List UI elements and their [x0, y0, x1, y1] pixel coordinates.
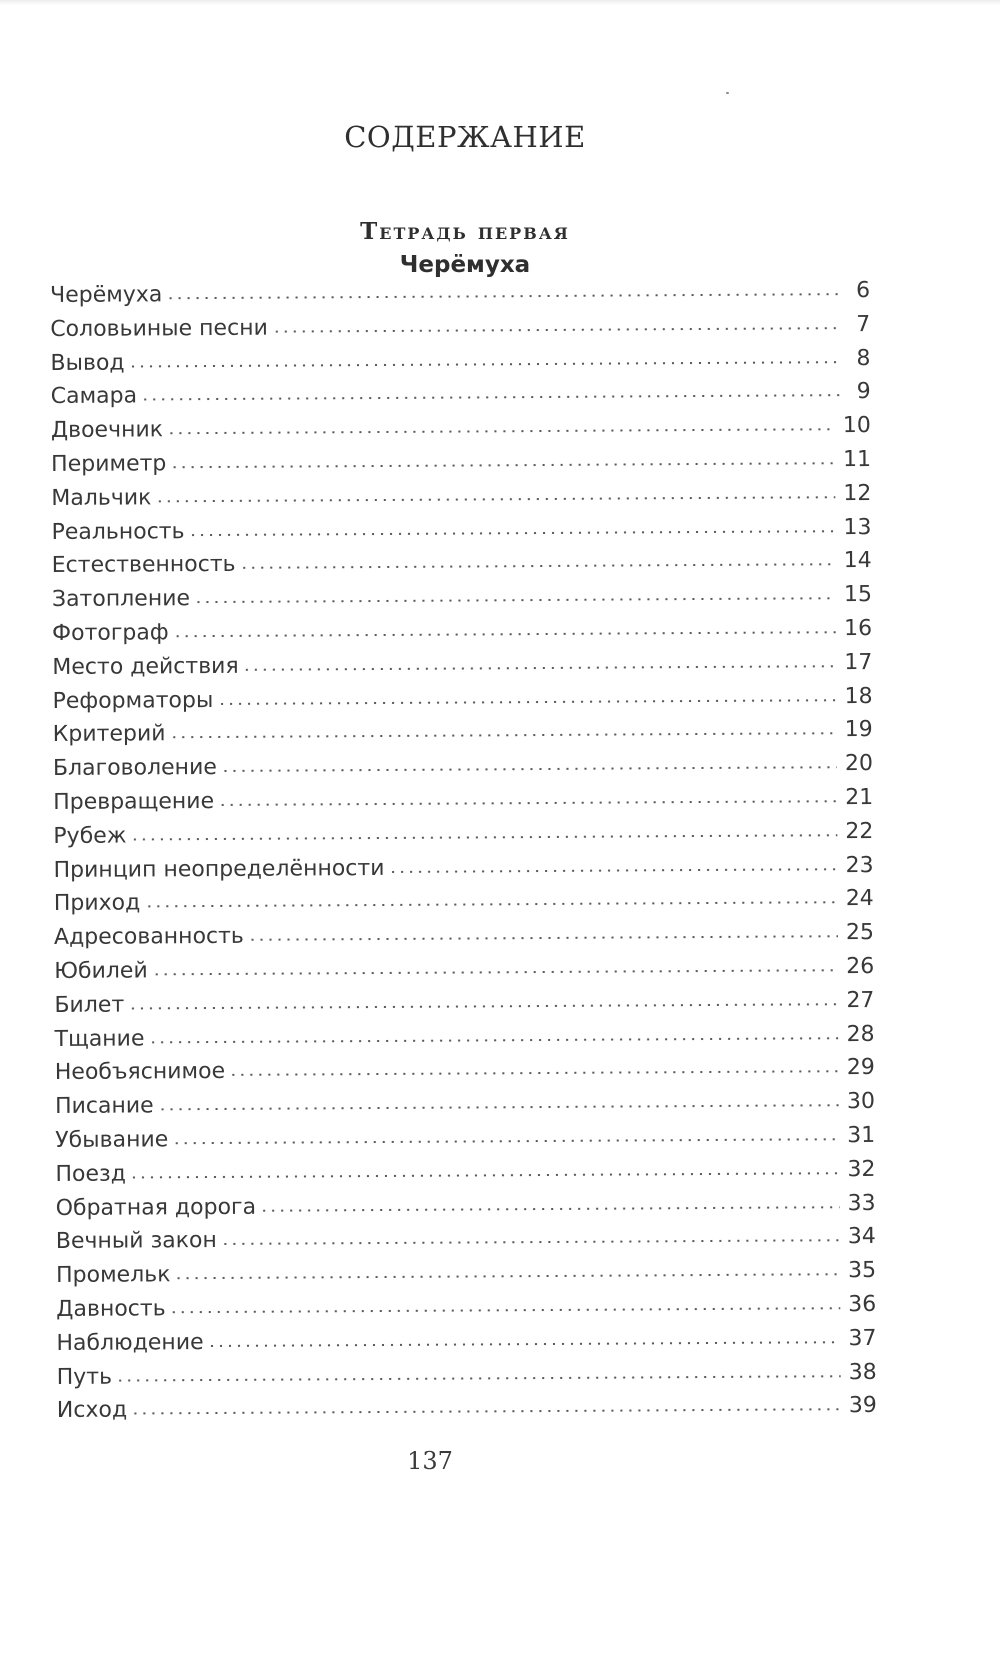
- toc-entry-page: 8: [856, 345, 871, 371]
- toc-entry-title: Естественность: [51, 552, 236, 579]
- toc-entry-page: 6: [855, 277, 871, 304]
- toc-entry: [56, 1326, 876, 1365]
- toc-entry: [55, 1055, 875, 1094]
- toc-entry-page: 24: [845, 886, 874, 912]
- toc-entry-page: 18: [844, 683, 873, 709]
- toc-entry-title: Реформаторы: [52, 687, 214, 714]
- toc-entry-page: 38: [848, 1359, 877, 1385]
- toc-entry-title: Рубеж: [53, 823, 127, 849]
- dot-leader: [218, 800, 837, 806]
- dot-leader: [141, 395, 841, 401]
- toc-entry-page: 21: [845, 784, 874, 811]
- dot-leader: [166, 293, 840, 299]
- toc-entry-page: 33: [847, 1190, 876, 1216]
- toc-entry-page: 10: [842, 413, 871, 439]
- toc-entry: [52, 650, 872, 689]
- dot-leader: [172, 1138, 839, 1144]
- toc-entry-page: 16: [844, 615, 873, 642]
- dot-leader: [208, 1341, 841, 1347]
- toc-entry-page: 27: [846, 987, 875, 1013]
- toc-entry: [54, 988, 874, 1027]
- dot-leader: [116, 1375, 841, 1381]
- dot-leader: [248, 935, 838, 941]
- toc-entry: [51, 447, 871, 486]
- toc-entry-title: Фотограф: [52, 620, 169, 646]
- toc-entry: [52, 616, 872, 655]
- toc-entry: [52, 684, 872, 723]
- toc-entry: [57, 1393, 877, 1432]
- toc-entry: [54, 920, 874, 959]
- toc-entry: [51, 413, 871, 452]
- toc-entry: [55, 1123, 875, 1162]
- toc-entry: [50, 346, 870, 385]
- dot-leader: [144, 902, 837, 908]
- toc-entry: [56, 1224, 876, 1263]
- section-subheading: Черёмуха: [399, 252, 531, 278]
- toc-entry: [56, 1190, 876, 1229]
- toc-entry-title: Наблюдение: [56, 1329, 204, 1356]
- toc-entry-title: Критерий: [52, 721, 166, 748]
- toc-entry-page: 9: [856, 379, 871, 405]
- toc-entry-page: 14: [843, 548, 872, 574]
- dot-leader: [194, 597, 836, 603]
- toc-entry-page: 23: [845, 852, 874, 878]
- dot-leader: [170, 1307, 841, 1313]
- page-title: СОДЕРЖАНИЕ: [344, 120, 586, 154]
- dot-leader: [240, 564, 836, 570]
- toc-entry-title: Черёмуха: [50, 282, 163, 308]
- toc-entry-page: 17: [844, 649, 873, 675]
- dot-leader: [272, 327, 840, 332]
- toc-entry-title: Вечный закон: [55, 1228, 217, 1255]
- toc-entry: [55, 1022, 875, 1061]
- toc-entry: [51, 379, 871, 418]
- toc-entry-title: Реальность: [51, 518, 185, 545]
- toc-entry-page: 32: [847, 1156, 876, 1182]
- dot-leader: [158, 1104, 839, 1110]
- toc-entry-title: Необъяснимое: [54, 1059, 226, 1086]
- toc-entry-title: Исход: [56, 1397, 128, 1424]
- toc-entry-page: 35: [847, 1258, 877, 1284]
- toc-entry-title: Вывод: [50, 350, 125, 376]
- toc-entry: [52, 582, 872, 621]
- page-number: 137: [407, 1447, 453, 1475]
- toc-entry-page: 13: [843, 514, 872, 540]
- toc-entry: [51, 481, 871, 520]
- toc-entry-title: Самара: [50, 383, 138, 410]
- toc-entry-page: 26: [846, 953, 875, 980]
- paper-speck: [726, 92, 729, 94]
- toc-entry-title: Затопление: [51, 586, 191, 613]
- toc-entry-title: Убывание: [55, 1127, 169, 1153]
- toc-entry-title: Периметр: [51, 451, 167, 477]
- toc-entry-title: Юбилей: [54, 958, 148, 984]
- toc-entry-title: Превращение: [53, 788, 215, 815]
- toc-entry-page: 11: [843, 446, 872, 473]
- toc-entry-page: 36: [848, 1291, 877, 1318]
- toc-entry-title: Благоволение: [52, 755, 217, 782]
- toc-entry-title: Место действия: [52, 653, 239, 680]
- toc-entry: [55, 1089, 875, 1128]
- dot-leader: [167, 428, 835, 434]
- toc-entry: [54, 954, 874, 993]
- dot-leader: [260, 1206, 840, 1212]
- dot-leader: [217, 699, 836, 705]
- dot-leader: [189, 530, 836, 536]
- dot-leader: [148, 1037, 838, 1043]
- toc-entry: [55, 1157, 875, 1196]
- toc-entry-title: Адресованность: [53, 923, 244, 951]
- toc-entry-title: Писание: [54, 1093, 154, 1120]
- dot-leader: [243, 665, 837, 671]
- toc-entry-page: 22: [845, 818, 874, 844]
- toc-entry: [57, 1359, 877, 1398]
- dot-leader: [221, 766, 837, 772]
- toc-entry: [51, 515, 871, 554]
- toc-entry: [54, 886, 874, 925]
- toc-entry-page: 12: [843, 480, 872, 506]
- toc-entry-page: 20: [844, 751, 874, 777]
- page-top-edge: [0, 0, 1000, 5]
- dot-leader: [221, 1240, 840, 1246]
- toc-entry-title: Промельк: [55, 1262, 171, 1289]
- toc-entry-title: Двоечник: [50, 417, 164, 444]
- dot-leader: [170, 462, 835, 468]
- toc-entry-title: Билет: [54, 992, 125, 1018]
- toc-entry-page: 25: [845, 920, 875, 946]
- toc-entry: [56, 1292, 876, 1331]
- toc-entry: [53, 751, 873, 790]
- toc-entry-page: 37: [848, 1325, 877, 1351]
- dot-leader: [229, 1071, 839, 1077]
- table-of-contents: [50, 278, 877, 1423]
- toc-entry: [54, 853, 874, 892]
- toc-entry-title: Приход: [53, 890, 141, 917]
- toc-entry-page: 19: [844, 717, 873, 743]
- toc-entry: [50, 312, 870, 351]
- toc-entry-page: 39: [848, 1393, 877, 1419]
- dot-leader: [131, 834, 838, 840]
- dot-leader: [388, 868, 837, 873]
- toc-entry-title: Мальчик: [51, 485, 152, 511]
- toc-entry-page: 30: [846, 1089, 876, 1115]
- toc-entry: [50, 278, 870, 317]
- toc-entry-title: Принцип неопределённости: [53, 855, 385, 883]
- toc-entry: [53, 785, 873, 824]
- dot-leader: [155, 496, 835, 502]
- toc-entry-title: Обратная дорога: [55, 1194, 257, 1221]
- dot-leader: [173, 631, 836, 637]
- toc-entry-title: Тщание: [54, 1025, 145, 1052]
- dot-leader: [131, 1408, 841, 1414]
- dot-leader: [129, 361, 841, 367]
- section-heading: Тетрадь первая: [360, 218, 570, 245]
- toc-entry-title: Давность: [56, 1296, 166, 1322]
- toc-entry-title: Соловьиные песни: [50, 315, 268, 342]
- toc-entry-page: 7: [856, 311, 871, 337]
- toc-entry-title: Поезд: [55, 1161, 126, 1187]
- dot-leader: [174, 1273, 840, 1279]
- toc-entry: [56, 1258, 876, 1297]
- toc-entry: [52, 548, 872, 587]
- toc-entry-page: 34: [847, 1224, 876, 1250]
- toc-entry-page: 15: [843, 582, 872, 608]
- toc-entry-title: Путь: [56, 1364, 113, 1390]
- toc-entry-page: 29: [846, 1055, 875, 1081]
- dot-leader: [170, 733, 837, 739]
- toc-entry-page: 28: [846, 1021, 875, 1047]
- toc-entry-page: 31: [847, 1122, 876, 1149]
- dot-leader: [130, 1172, 840, 1178]
- toc-entry: [53, 717, 873, 756]
- toc-entry: [53, 819, 873, 858]
- dot-leader: [152, 969, 838, 975]
- dot-leader: [128, 1003, 838, 1009]
